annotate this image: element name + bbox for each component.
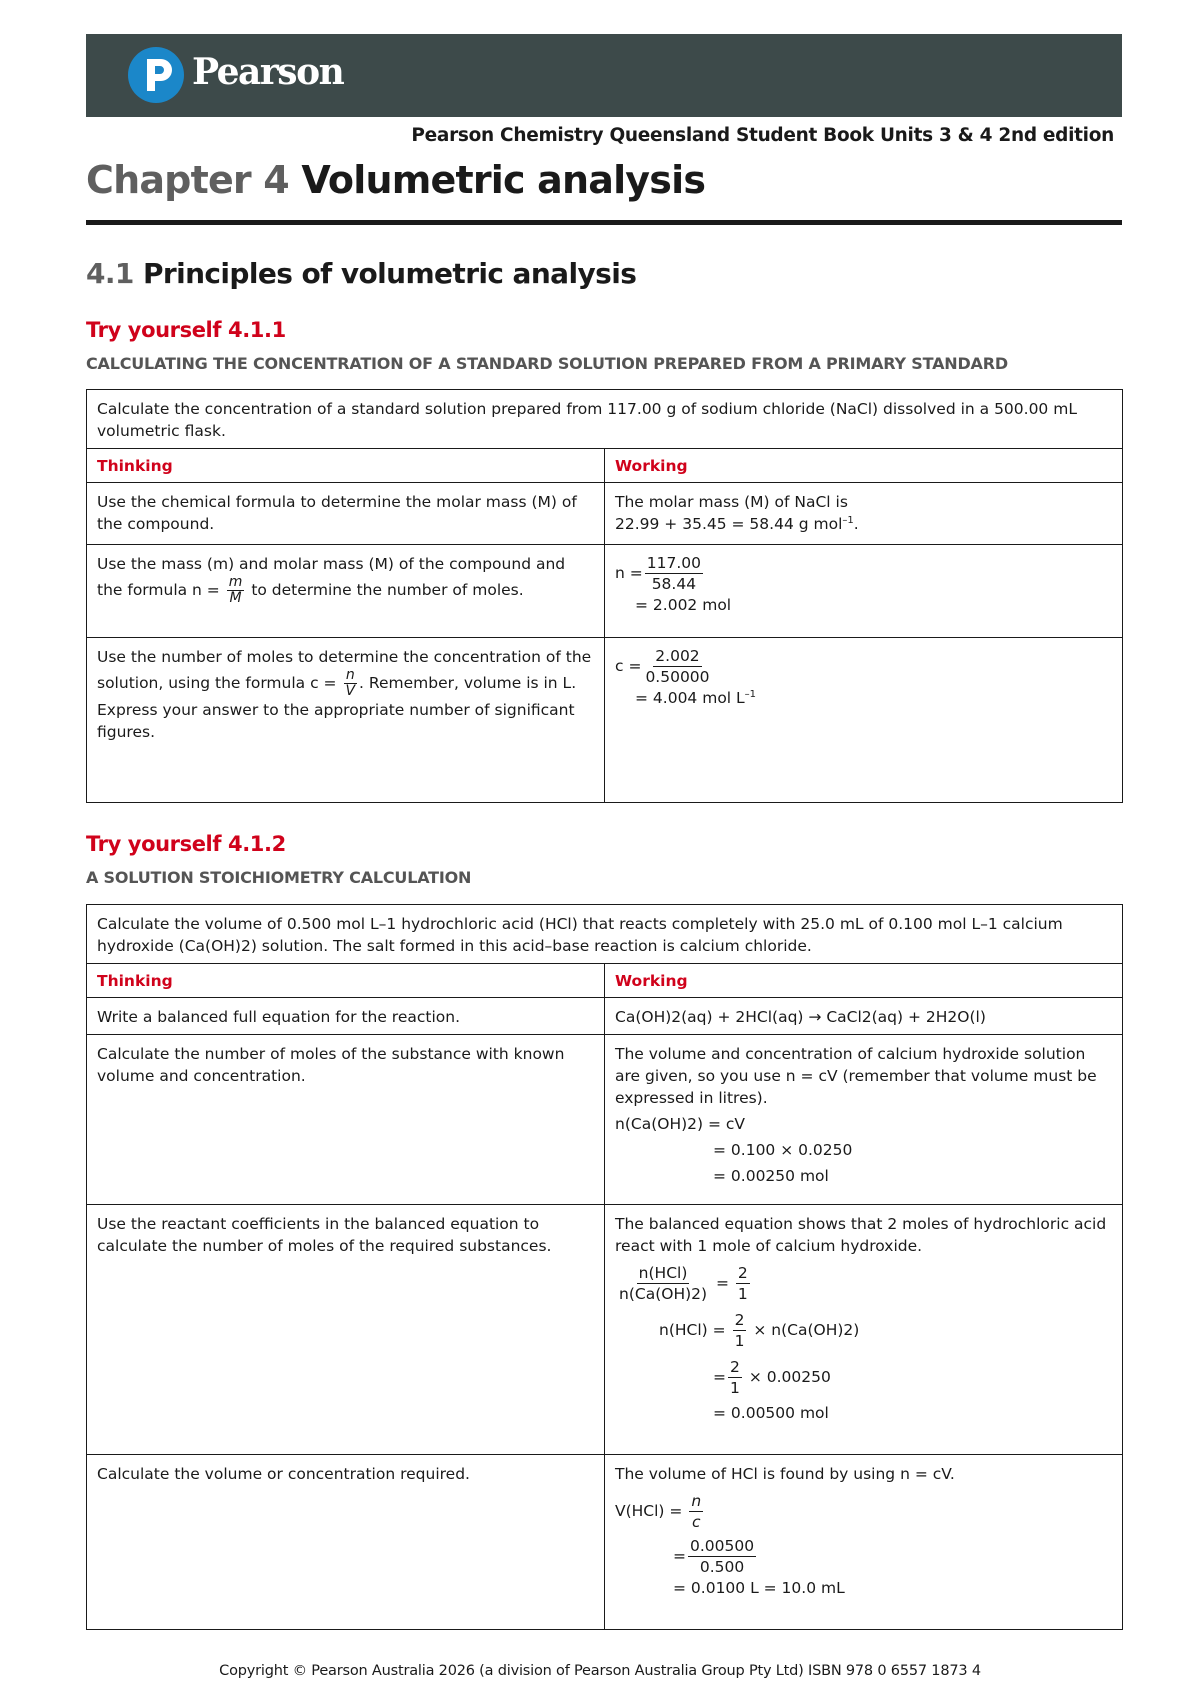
- thinking-cell: [87, 545, 605, 638]
- working-line: [615, 1491, 1112, 1532]
- fraction-numerator: n(HCl): [638, 1264, 688, 1282]
- example1-question: Calculate the concentration of a standard solution prepared from 117.00 g of sodium chloride (NaCl) dissolved in a 500.00 mL volumetric flask.: [87, 390, 1123, 449]
- working-cell: [605, 1205, 1123, 1455]
- fraction-numerator: 2: [730, 1358, 740, 1376]
- fraction-numerator: 117.00: [646, 554, 701, 572]
- thinking-text: Write a balanced full equation for the reaction.: [97, 1008, 461, 1026]
- thinking-text: to determine the number of moles.: [251, 581, 524, 599]
- equation-lhs: c =: [615, 657, 642, 675]
- thinking-text: Calculate the number of moles of the substance with known volume and concentration.: [97, 1045, 565, 1085]
- table-row: [87, 638, 1123, 803]
- working-result: = 0.0100 L = 10.0 mL: [673, 1579, 845, 1597]
- thinking-text: Use the mass (m) and molar mass (M) of the compound and the formula n =: [97, 555, 566, 599]
- ratio-fraction: [733, 1310, 747, 1351]
- ratio-fraction: [728, 1357, 742, 1398]
- formula-fraction: [343, 668, 357, 699]
- thinking-text: Use the number of moles to determine the concentration of the solution, using the formula c =: [97, 648, 592, 692]
- chapter-number: Chapter 4: [86, 158, 289, 202]
- pearson-p-icon: [128, 47, 184, 103]
- col-thinking: Thinking: [87, 449, 605, 483]
- fraction-numerator: n: [691, 1492, 702, 1510]
- superscript: –1: [744, 688, 757, 700]
- working-cell: [605, 1455, 1123, 1630]
- col-working: Working: [605, 964, 1123, 998]
- working-line: = $\frac{0.00500}{0.500}$: [673, 1537, 755, 1576]
- col-working: Working: [605, 449, 1123, 483]
- working-line: The molar mass (M) of NaCl is: [615, 493, 848, 511]
- working-cell: [605, 483, 1123, 545]
- thinking-cell: [87, 1455, 605, 1630]
- fraction-denominator: c: [691, 1513, 701, 1531]
- working-result: = 2.002 mol: [635, 596, 732, 614]
- thinking-text: Use the reactant coefficients in the balanced equation to calculate the number of moles of the required substances.: [97, 1215, 552, 1255]
- table-row: [87, 545, 1123, 638]
- thinking-text: Use the chemical formula to determine the molar mass (M) of the compound.: [97, 493, 577, 533]
- working-result: = 0.00250 mol: [713, 1167, 829, 1185]
- example2-heading: Try yourself 4.1.2: [86, 832, 286, 856]
- section-heading: [86, 256, 636, 292]
- fraction-denominator: 1: [730, 1379, 740, 1397]
- fraction-numerator: 2: [734, 1311, 745, 1329]
- working-value: 22.99 + 35.45 = 58.44 g mol: [615, 515, 843, 533]
- fraction-numerator: m: [228, 574, 243, 590]
- example1-subheading: CALCULATING THE CONCENTRATION OF A STANDARD SOLUTION PREPARED FROM A PRIMARY STANDARD: [86, 354, 1008, 373]
- example2-table: [86, 904, 1123, 1630]
- working-result: = 0.00500 mol: [713, 1404, 829, 1422]
- equation-lhs: n =: [615, 564, 643, 582]
- formula-fraction: [227, 575, 245, 606]
- working-cell: [605, 998, 1123, 1035]
- working-text: The balanced equation shows that 2 moles of hydrochloric acid react with 1 mole of calcium hydroxide.: [615, 1215, 1107, 1255]
- fraction-denominator: n(Ca(OH)2): [619, 1285, 708, 1303]
- fraction-numerator: n: [345, 667, 355, 683]
- balanced-equation: Ca(OH)2(aq) + 2HCl(aq) → CaCl2(aq) + 2H2O(l): [615, 1008, 986, 1026]
- working-fraction: [645, 553, 703, 594]
- ratio-fraction: [736, 1263, 750, 1304]
- thinking-cell: [87, 1205, 605, 1455]
- table-row: [87, 1035, 1123, 1205]
- superscript: –1: [842, 514, 854, 526]
- thinking-cell: [87, 998, 605, 1035]
- working-value: = 4.004 mol L: [635, 689, 745, 707]
- volume-fraction: [688, 1536, 756, 1577]
- example2-subheading: A SOLUTION STOICHIOMETRY CALCULATION: [86, 868, 472, 887]
- volume-fraction: [689, 1491, 703, 1532]
- working-line: [659, 1310, 1112, 1351]
- working-cell: [605, 1035, 1123, 1205]
- working-line: [615, 553, 1112, 594]
- equation-lhs: V(HCl) =: [615, 1502, 683, 1520]
- example2-header-row: [87, 964, 1123, 998]
- example2-question-row: [87, 905, 1123, 964]
- example1-heading: Try yourself 4.1.1: [86, 318, 286, 342]
- header-banner: [86, 34, 1122, 117]
- brand-name: Pearson: [192, 51, 344, 93]
- table-row: [87, 1205, 1123, 1455]
- working-fraction: [643, 646, 711, 687]
- working-text: The volume of HCl is found by using n = cV.: [615, 1465, 955, 1483]
- fraction-denominator: M: [229, 590, 242, 606]
- thinking-cell: [87, 483, 605, 545]
- ratio-fraction: [617, 1263, 709, 1304]
- section-number: 4.1: [86, 257, 134, 290]
- chapter-title: Volumetric analysis: [301, 158, 706, 202]
- example2-question: Calculate the volume of 0.500 mol L–1 hydrochloric acid (HCl) that reacts completely with 25.0 mL of 0.100 mol L–1 calcium hydroxide (Ca(OH)2) solution. The salt formed in this acid–base reaction is calcium chloride.: [87, 905, 1123, 964]
- working-line: $\frac{\text{n(HCl)}}{n(Ca(OH)2)}$ = $\frac{2}{1}$: [619, 1264, 748, 1303]
- thinking-text: . Remember, volume is in L.: [359, 674, 577, 692]
- working-line: 22.99 + 35.45 = 58.44 g mol$^{-1}$.: [615, 514, 859, 533]
- working-line: [615, 646, 1112, 687]
- working-text: The volume and concentration of calcium hydroxide solution are given, so you use n = cV (remember that volume must be expressed in litres).: [615, 1045, 1097, 1107]
- fraction-denominator: 0.500: [699, 1558, 745, 1576]
- book-title: Pearson Chemistry Queensland Student Book Units 3 & 4 2nd edition: [411, 125, 1114, 146]
- thinking-text: Express your answer to the appropriate number of significant figures.: [97, 701, 575, 741]
- table-row: [87, 998, 1123, 1035]
- fraction-denominator: V: [345, 683, 356, 699]
- fraction-denominator: 0.50000: [645, 668, 710, 686]
- equation-rhs: × n(Ca(OH)2): [753, 1321, 860, 1339]
- fraction-denominator: 1: [737, 1285, 748, 1303]
- table-row: [87, 483, 1123, 545]
- example1-table: [86, 389, 1123, 803]
- working-line: = $\frac{2}{1}$ × 0.00250: [713, 1358, 831, 1397]
- equation-rhs: × 0.00250: [748, 1368, 831, 1386]
- working-cell: [605, 638, 1123, 803]
- table-row: [87, 1455, 1123, 1630]
- chapter-heading: [86, 157, 705, 203]
- example1-header-row: [87, 449, 1123, 483]
- working-line: n(Ca(OH)2) = cV: [615, 1115, 746, 1133]
- fraction-numerator: 2.002: [655, 647, 700, 665]
- fraction-numerator: 0.00500: [690, 1537, 755, 1555]
- fraction-numerator: 2: [737, 1264, 748, 1282]
- example1-question-row: [87, 390, 1123, 449]
- working-line: = 0.100 × 0.0250: [713, 1141, 853, 1159]
- col-thinking: Thinking: [87, 964, 605, 998]
- working-cell: [605, 545, 1123, 638]
- thinking-cell: [87, 1035, 605, 1205]
- chapter-rule: [86, 220, 1122, 225]
- copyright-footer: Copyright © Pearson Australia 2026 (a division of Pearson Australia Group Pty Ltd) ISBN 978 0 6557 1873 4: [219, 1663, 981, 1679]
- working-result: [635, 687, 1112, 709]
- thinking-text: Calculate the volume or concentration required.: [97, 1465, 470, 1483]
- equation-lhs: n(HCl) =: [659, 1321, 726, 1339]
- fraction-denominator: 58.44: [651, 575, 697, 593]
- section-title: Principles of volumetric analysis: [142, 257, 637, 290]
- fraction-denominator: 1: [734, 1332, 745, 1350]
- thinking-cell: [87, 638, 605, 803]
